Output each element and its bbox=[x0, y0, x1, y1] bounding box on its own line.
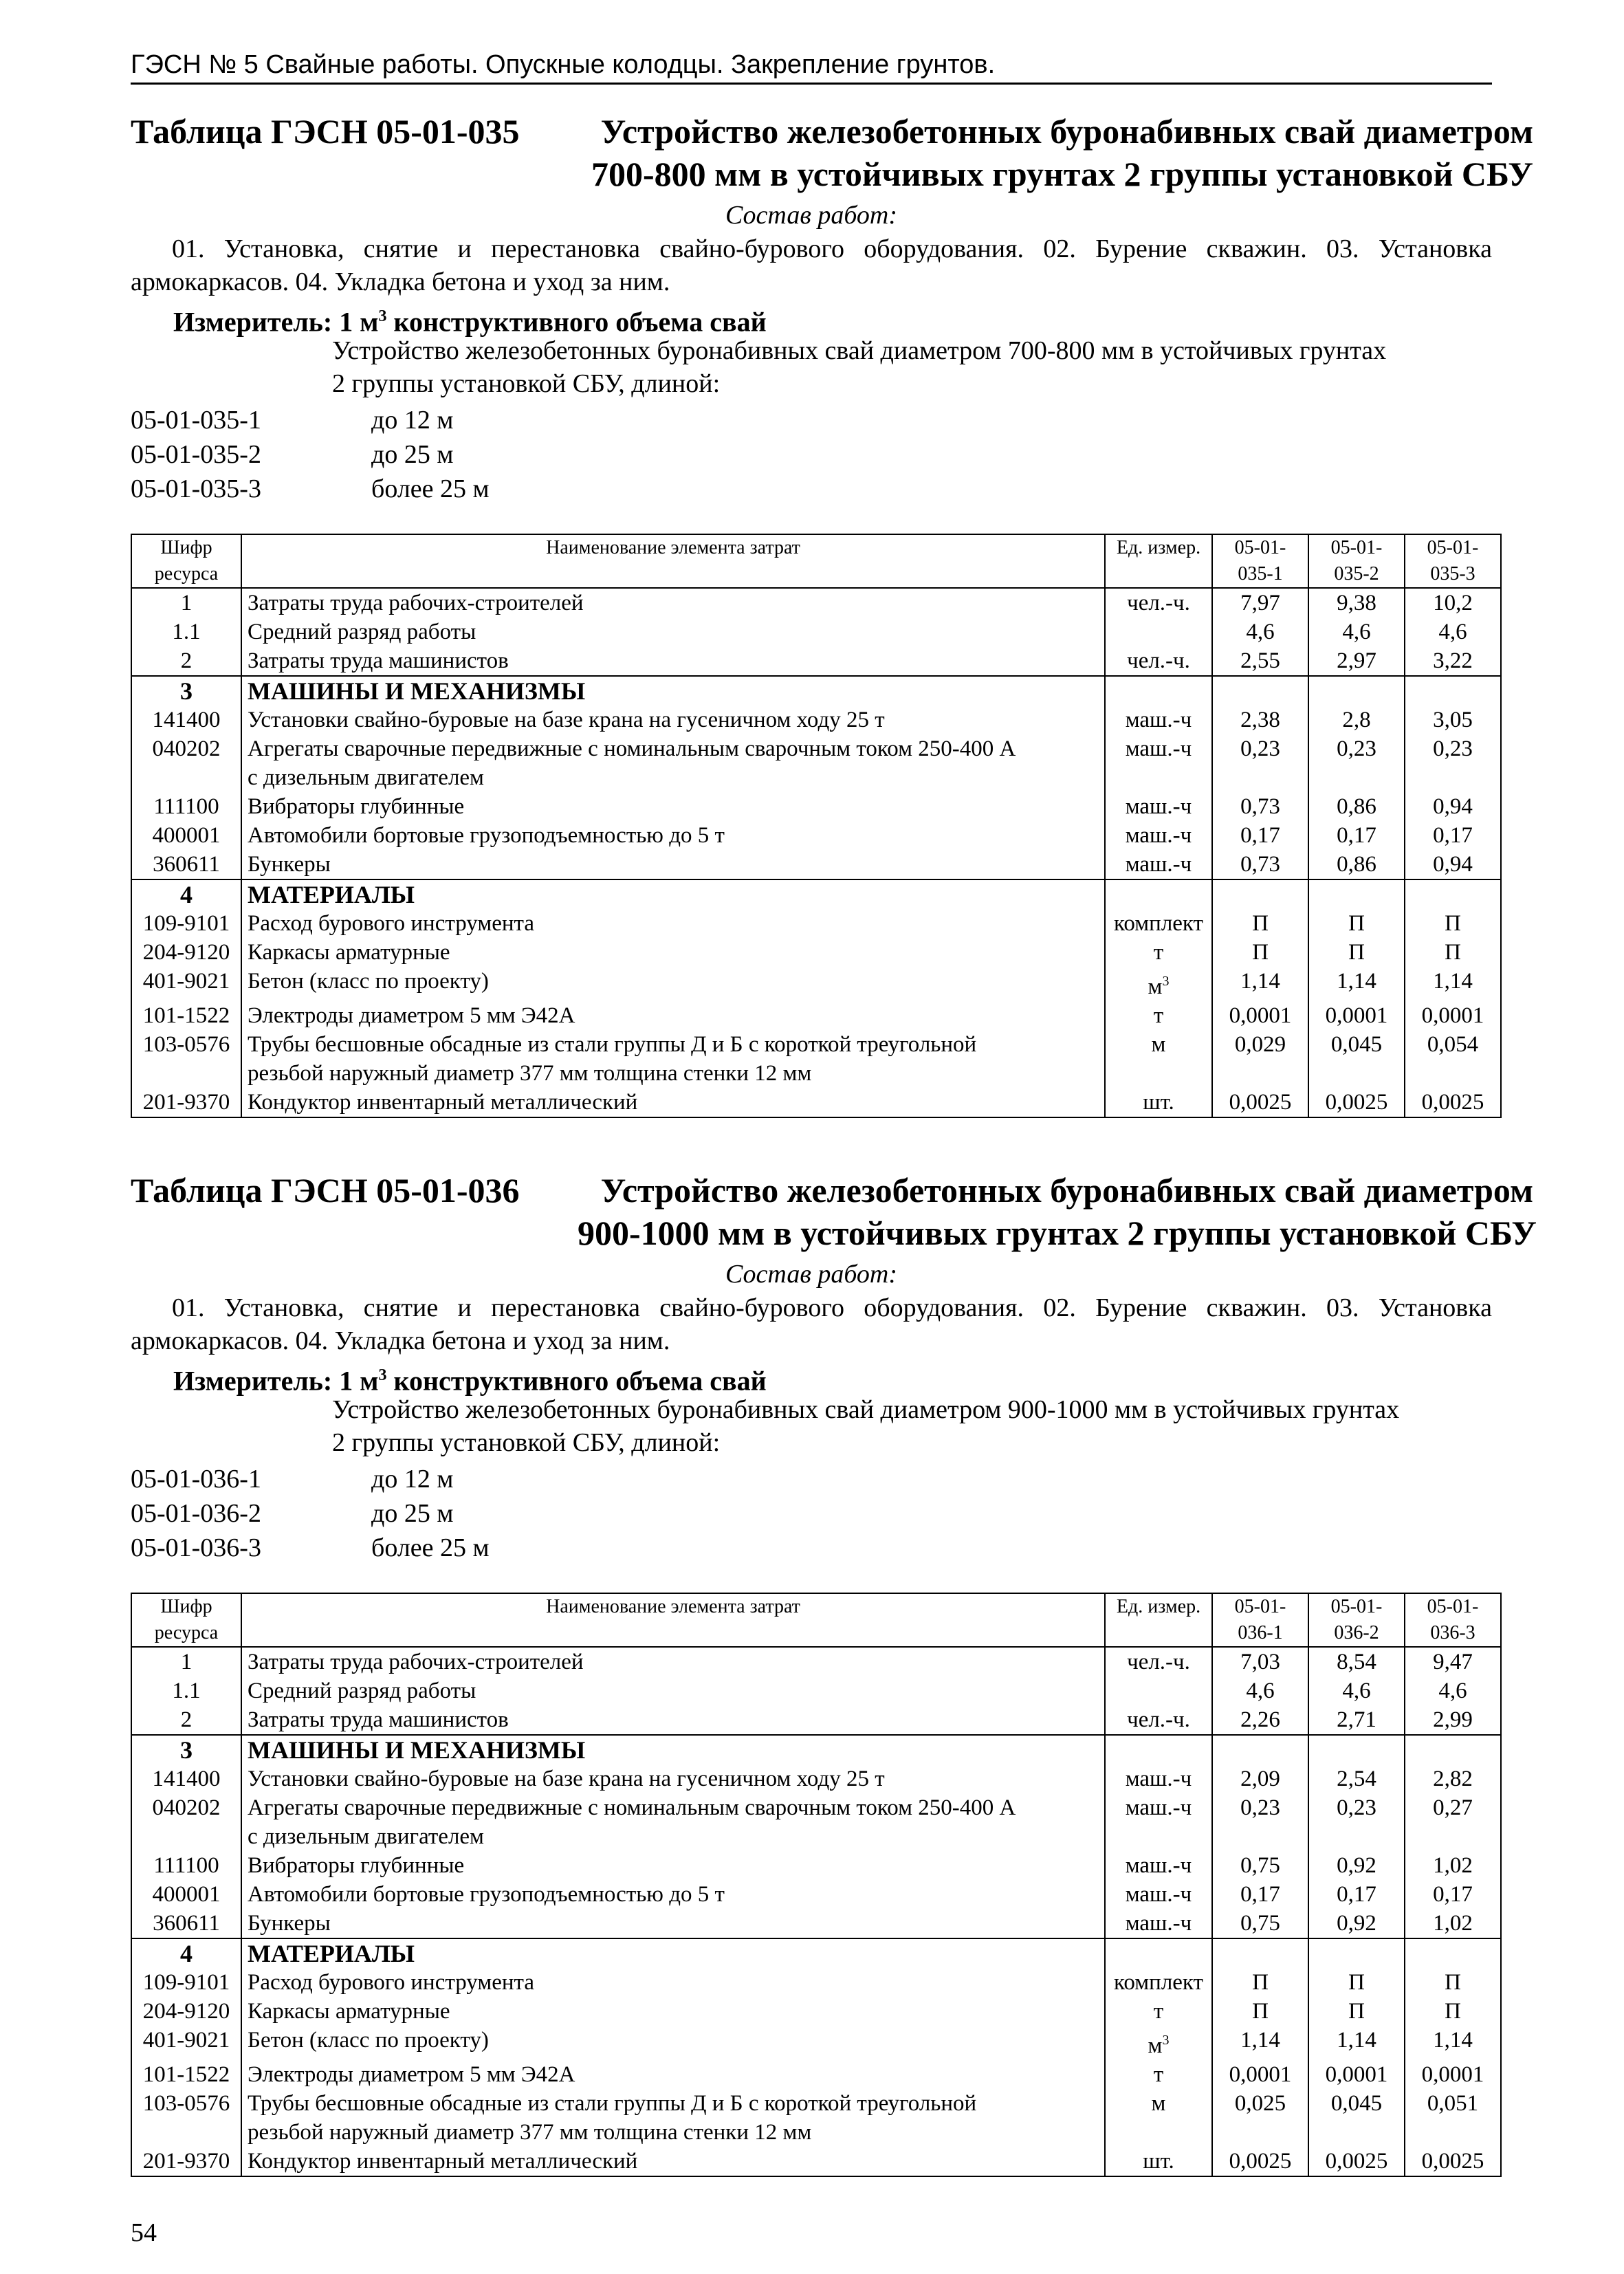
row-name: Установки свайно-буровые на базе крана на гусеничном ходу 25 т bbox=[241, 706, 1105, 734]
row-value: 1,02 bbox=[1405, 1851, 1501, 1880]
row-value: 10,2 bbox=[1405, 588, 1501, 617]
row-value: 3,22 bbox=[1405, 646, 1501, 676]
row-code: 201-9370 bbox=[131, 1088, 241, 1117]
table-row bbox=[131, 734, 1501, 792]
row-value: 0,23 bbox=[1212, 734, 1308, 792]
row-value: 0,0025 bbox=[1308, 1088, 1405, 1117]
row-value: П bbox=[1405, 938, 1501, 967]
table-row bbox=[131, 850, 1501, 879]
table-row bbox=[131, 879, 1501, 909]
running-header: ГЭСН № 5 Свайные работы. Опускные колодцы. Закрепление грунтов. bbox=[131, 48, 1492, 85]
table-row bbox=[131, 821, 1501, 850]
page-number: 54 bbox=[131, 2218, 157, 2247]
table-header-row bbox=[131, 1593, 1501, 1647]
row-value: П bbox=[1308, 1968, 1405, 1997]
row-unit: маш.-ч bbox=[1105, 1851, 1212, 1880]
row-code: 2 bbox=[131, 646, 241, 676]
row-value: 7,03 bbox=[1212, 1647, 1308, 1676]
row-value: 1,14 bbox=[1212, 967, 1308, 1001]
row-code: 401-9021 bbox=[131, 2026, 241, 2060]
row-code: 3 bbox=[131, 676, 241, 706]
row-value: 0,17 bbox=[1308, 821, 1405, 850]
row-code: 040202 bbox=[131, 1793, 241, 1851]
row-unit bbox=[1105, 879, 1212, 909]
table-row bbox=[131, 1676, 1501, 1705]
row-code: 040202 bbox=[131, 734, 241, 792]
row-unit: $м^3$ bbox=[1105, 967, 1212, 1001]
table-heading: Устройство железобетонных буронабивных свай диаметром 700-800 мм в устойчивых грунтах 2 группы установкой СБУ bbox=[591, 112, 1533, 193]
row-value: 0,23 bbox=[1212, 1793, 1308, 1851]
row-value: 4,6 bbox=[1212, 617, 1308, 646]
row-unit: маш.-ч bbox=[1105, 792, 1212, 821]
row-unit: комплект bbox=[1105, 909, 1212, 938]
row-value: П bbox=[1308, 938, 1405, 967]
row-value bbox=[1308, 676, 1405, 706]
table-row bbox=[131, 646, 1501, 676]
row-code: 204-9120 bbox=[131, 938, 241, 967]
col-header-unit: Ед. измер. bbox=[1105, 1593, 1212, 1647]
row-code: 1.1 bbox=[131, 1676, 241, 1705]
row-name: Затраты труда машинистов bbox=[241, 1705, 1105, 1735]
row-value: 0,0025 bbox=[1212, 2147, 1308, 2176]
row-value: 0,75 bbox=[1212, 1909, 1308, 1938]
row-value: 0,17 bbox=[1212, 1880, 1308, 1909]
row-unit: маш.-ч bbox=[1105, 1793, 1212, 1851]
row-name: Бункеры bbox=[241, 850, 1105, 879]
row-value: 0,86 bbox=[1308, 792, 1405, 821]
row-name: Агрегаты сварочные передвижные с номинальным сварочным током 250-400 А с дизельным двигателем bbox=[241, 734, 1105, 792]
table-row bbox=[131, 909, 1501, 938]
row-name: Агрегаты сварочные передвижные с номинальным сварочным током 250-400 А с дизельным двигателем bbox=[241, 1793, 1105, 1851]
col-header-variant: 05-01- 035-1 bbox=[1212, 534, 1308, 588]
row-unit: шт. bbox=[1105, 2147, 1212, 2176]
col-header-unit: Ед. измер. bbox=[1105, 534, 1212, 588]
row-name: Установки свайно-буровые на базе крана на гусеничном ходу 25 т bbox=[241, 1764, 1105, 1793]
row-value: 2,54 bbox=[1308, 1764, 1405, 1793]
row-unit: маш.-ч bbox=[1105, 734, 1212, 792]
row-value: 0,0001 bbox=[1405, 2060, 1501, 2089]
row-value: 2,38 bbox=[1212, 706, 1308, 734]
row-value: 3,05 bbox=[1405, 706, 1501, 734]
row-value: 0,0001 bbox=[1308, 1001, 1405, 1030]
row-code: 141400 bbox=[131, 1764, 241, 1793]
table-row bbox=[131, 1968, 1501, 1997]
row-value: 4,6 bbox=[1308, 1676, 1405, 1705]
table-row bbox=[131, 1880, 1501, 1909]
row-code: 103-0576 bbox=[131, 1030, 241, 1088]
row-name: МАШИНЫ И МЕХАНИЗМЫ bbox=[241, 1735, 1105, 1764]
row-value: 0,029 bbox=[1212, 1030, 1308, 1088]
row-value: 2,97 bbox=[1308, 646, 1405, 676]
table-row bbox=[131, 1909, 1501, 1938]
table-row bbox=[131, 588, 1501, 617]
row-unit bbox=[1105, 617, 1212, 646]
row-value: 1,14 bbox=[1212, 2026, 1308, 2060]
row-name: Вибраторы глубинные bbox=[241, 1851, 1105, 1880]
row-value: 4,6 bbox=[1308, 617, 1405, 646]
row-value: 0,94 bbox=[1405, 792, 1501, 821]
row-name: МАШИНЫ И МЕХАНИЗМЫ bbox=[241, 676, 1105, 706]
row-unit: чел.-ч. bbox=[1105, 1705, 1212, 1735]
row-unit bbox=[1105, 1676, 1212, 1705]
row-value: 0,0025 bbox=[1405, 1088, 1501, 1117]
row-name: Средний разряд работы bbox=[241, 617, 1105, 646]
row-value: 2,82 bbox=[1405, 1764, 1501, 1793]
row-code: 360611 bbox=[131, 850, 241, 879]
row-value: 0,17 bbox=[1308, 1880, 1405, 1909]
row-value: 0,0001 bbox=[1308, 2060, 1405, 2089]
row-value: 4,6 bbox=[1405, 617, 1501, 646]
table-row bbox=[131, 2147, 1501, 2176]
row-unit: чел.-ч. bbox=[1105, 646, 1212, 676]
row-code: 1 bbox=[131, 1647, 241, 1676]
works-heading: Состав работ: bbox=[725, 1260, 898, 1289]
row-code: 201-9370 bbox=[131, 2147, 241, 2176]
row-value: 0,0025 bbox=[1212, 1088, 1308, 1117]
row-value: 0,0001 bbox=[1212, 2060, 1308, 2089]
row-value: П bbox=[1405, 1968, 1501, 1997]
row-value: 0,0001 bbox=[1405, 1001, 1501, 1030]
row-value bbox=[1212, 1735, 1308, 1764]
row-value bbox=[1405, 1735, 1501, 1764]
row-value: 1,14 bbox=[1308, 967, 1405, 1001]
row-value: 0,045 bbox=[1308, 1030, 1405, 1088]
row-value: 0,27 bbox=[1405, 1793, 1501, 1851]
row-value: 0,17 bbox=[1212, 821, 1308, 850]
row-name: МАТЕРИАЛЫ bbox=[241, 879, 1105, 909]
row-value: 0,23 bbox=[1308, 734, 1405, 792]
row-unit bbox=[1105, 1735, 1212, 1764]
row-value: 4,6 bbox=[1212, 1676, 1308, 1705]
row-value bbox=[1212, 1938, 1308, 1968]
row-unit bbox=[1105, 1938, 1212, 1968]
row-name: Электроды диаметром 5 мм Э42А bbox=[241, 2060, 1105, 2089]
row-name: Бетон (класс по проекту) bbox=[241, 967, 1105, 1001]
row-name: Кондуктор инвентарный металлический bbox=[241, 1088, 1105, 1117]
row-unit: маш.-ч bbox=[1105, 1909, 1212, 1938]
row-unit: т bbox=[1105, 938, 1212, 967]
row-name: МАТЕРИАЛЫ bbox=[241, 1938, 1105, 1968]
row-code: 141400 bbox=[131, 706, 241, 734]
row-code: 360611 bbox=[131, 1909, 241, 1938]
row-name: Автомобили бортовые грузоподъемностью до 5 т bbox=[241, 821, 1105, 850]
row-value: 0,0025 bbox=[1308, 2147, 1405, 2176]
row-value: 0,75 bbox=[1212, 1851, 1308, 1880]
table-row bbox=[131, 938, 1501, 967]
row-value: 1,02 bbox=[1405, 1909, 1501, 1938]
row-code: 400001 bbox=[131, 821, 241, 850]
table-row bbox=[131, 1793, 1501, 1851]
row-value bbox=[1405, 1938, 1501, 1968]
row-value: П bbox=[1212, 1968, 1308, 1997]
row-value bbox=[1405, 879, 1501, 909]
table-row bbox=[131, 1705, 1501, 1735]
row-value bbox=[1212, 879, 1308, 909]
row-unit: комплект bbox=[1105, 1968, 1212, 1997]
row-code: 109-9101 bbox=[131, 909, 241, 938]
row-code: 1 bbox=[131, 588, 241, 617]
row-value: 0,0025 bbox=[1405, 2147, 1501, 2176]
row-value bbox=[1212, 676, 1308, 706]
row-name: Каркасы арматурные bbox=[241, 938, 1105, 967]
works-text: 01. Установка, снятие и перестановка свайно-бурового оборудования. 02. Бурение скважин. 03. Установка армокаркасов. 04. Укладка бетона и уход за ним. bbox=[131, 234, 1492, 296]
row-value: П bbox=[1212, 938, 1308, 967]
row-unit: м bbox=[1105, 2089, 1212, 2147]
row-value: 7,97 bbox=[1212, 588, 1308, 617]
cost-table bbox=[131, 1593, 1502, 2177]
row-value: 2,99 bbox=[1405, 1705, 1501, 1735]
row-name: Вибраторы глубинные bbox=[241, 792, 1105, 821]
row-value: 8,54 bbox=[1308, 1647, 1405, 1676]
row-unit: чел.-ч. bbox=[1105, 588, 1212, 617]
row-value: 2,55 bbox=[1212, 646, 1308, 676]
row-code: 2 bbox=[131, 1705, 241, 1735]
row-value: 1,14 bbox=[1405, 2026, 1501, 2060]
row-value: П bbox=[1212, 1997, 1308, 2026]
table-row bbox=[131, 1088, 1501, 1117]
row-name: Кондуктор инвентарный металлический bbox=[241, 2147, 1105, 2176]
row-value: 2,8 bbox=[1308, 706, 1405, 734]
col-header-code: Шифр ресурса bbox=[131, 534, 241, 588]
row-name: Бетон (класс по проекту) bbox=[241, 2026, 1105, 2060]
row-value: 0,23 bbox=[1405, 734, 1501, 792]
row-name: Электроды диаметром 5 мм Э42А bbox=[241, 1001, 1105, 1030]
row-value: 0,92 bbox=[1308, 1851, 1405, 1880]
row-code: 111100 bbox=[131, 1851, 241, 1880]
row-value: 0,025 bbox=[1212, 2089, 1308, 2147]
row-value: 0,051 bbox=[1405, 2089, 1501, 2147]
table-code: Таблица ГЭСН 05-01-035 bbox=[131, 112, 520, 151]
row-value: П bbox=[1308, 1997, 1405, 2026]
table-row bbox=[131, 1938, 1501, 1968]
table-row bbox=[131, 1997, 1501, 2026]
row-unit: маш.-ч bbox=[1105, 706, 1212, 734]
row-value: 9,47 bbox=[1405, 1647, 1501, 1676]
col-header-variant: 05-01- 036-1 bbox=[1212, 1593, 1308, 1647]
row-code: 3 bbox=[131, 1735, 241, 1764]
row-name: Автомобили бортовые грузоподъемностью до 5 т bbox=[241, 1880, 1105, 1909]
variant-description: Устройство железобетонных буронабивных свай диаметром 700-800 мм в устойчивых грунтах 2 группы установкой СБУ, длиной: bbox=[332, 336, 1387, 398]
table-row bbox=[131, 617, 1501, 646]
row-unit bbox=[1105, 676, 1212, 706]
row-value bbox=[1405, 676, 1501, 706]
row-value: 0,045 bbox=[1308, 2089, 1405, 2147]
meter-line: Измеритель: 1 $м^3$ конструктивного объема свай bbox=[173, 306, 767, 338]
row-name: Трубы бесшовные обсадные из стали группы Д и Б с короткой треугольной резьбой наружный диаметр 377 мм толщина стенки 12 мм bbox=[241, 1030, 1105, 1088]
row-unit: т bbox=[1105, 2060, 1212, 2089]
row-name: Затраты труда машинистов bbox=[241, 646, 1105, 676]
works-text: 01. Установка, снятие и перестановка свайно-бурового оборудования. 02. Бурение скважин. 03. Установка армокаркасов. 04. Укладка бетона и уход за ним. bbox=[131, 1293, 1492, 1355]
table-row bbox=[131, 1647, 1501, 1676]
row-value: 2,26 bbox=[1212, 1705, 1308, 1735]
table-row bbox=[131, 1851, 1501, 1880]
row-name: Бункеры bbox=[241, 1909, 1105, 1938]
row-code: 101-1522 bbox=[131, 2060, 241, 2089]
row-unit: м bbox=[1105, 1030, 1212, 1088]
row-name: Затраты труда рабочих-строителей bbox=[241, 588, 1105, 617]
row-value: 0,0001 bbox=[1212, 1001, 1308, 1030]
row-value: 2,09 bbox=[1212, 1764, 1308, 1793]
row-name: Средний разряд работы bbox=[241, 1676, 1105, 1705]
table-row bbox=[131, 676, 1501, 706]
row-value: 4,6 bbox=[1405, 1676, 1501, 1705]
table-code: Таблица ГЭСН 05-01-036 bbox=[131, 1171, 520, 1210]
col-header-variant: 05-01- 036-2 bbox=[1308, 1593, 1405, 1647]
col-header-variant: 05-01- 035-3 bbox=[1405, 534, 1501, 588]
table-row bbox=[131, 967, 1501, 1001]
table-row bbox=[131, 1764, 1501, 1793]
table-row bbox=[131, 706, 1501, 734]
row-unit: чел.-ч. bbox=[1105, 1647, 1212, 1676]
row-code: 101-1522 bbox=[131, 1001, 241, 1030]
row-name: Трубы бесшовные обсадные из стали группы Д и Б с короткой треугольной резьбой наружный диаметр 377 мм толщина стенки 12 мм bbox=[241, 2089, 1105, 2147]
row-value: 2,71 bbox=[1308, 1705, 1405, 1735]
row-code: 4 bbox=[131, 1938, 241, 1968]
row-name: Каркасы арматурные bbox=[241, 1997, 1105, 2026]
row-unit: маш.-ч bbox=[1105, 821, 1212, 850]
row-value: П bbox=[1308, 909, 1405, 938]
table-row bbox=[131, 2026, 1501, 2060]
row-code: 1.1 bbox=[131, 617, 241, 646]
row-code: 401-9021 bbox=[131, 967, 241, 1001]
col-header-name: Наименование элемента затрат bbox=[241, 534, 1105, 588]
row-unit: т bbox=[1105, 1997, 1212, 2026]
col-header-name: Наименование элемента затрат bbox=[241, 1593, 1105, 1647]
row-value bbox=[1308, 1735, 1405, 1764]
col-header-variant: 05-01- 035-2 bbox=[1308, 534, 1405, 588]
row-value: 0,73 bbox=[1212, 792, 1308, 821]
row-value bbox=[1308, 879, 1405, 909]
row-code: 111100 bbox=[131, 792, 241, 821]
works-heading: Состав работ: bbox=[725, 201, 898, 230]
table-row bbox=[131, 792, 1501, 821]
row-unit: $м^3$ bbox=[1105, 2026, 1212, 2060]
row-value: 0,23 bbox=[1308, 1793, 1405, 1851]
row-value: 9,38 bbox=[1308, 588, 1405, 617]
row-code: 4 bbox=[131, 879, 241, 909]
row-value: 1,14 bbox=[1405, 967, 1501, 1001]
row-unit: шт. bbox=[1105, 1088, 1212, 1117]
row-code: 400001 bbox=[131, 1880, 241, 1909]
row-value: 0,17 bbox=[1405, 1880, 1501, 1909]
row-name: Затраты труда рабочих-строителей bbox=[241, 1647, 1105, 1676]
row-value: П bbox=[1212, 909, 1308, 938]
row-value: 1,14 bbox=[1308, 2026, 1405, 2060]
row-code: 204-9120 bbox=[131, 1997, 241, 2026]
row-value: П bbox=[1405, 909, 1501, 938]
row-value: 0,92 bbox=[1308, 1909, 1405, 1938]
meter-line: Измеритель: 1 $м^3$ конструктивного объема свай bbox=[173, 1365, 767, 1397]
row-unit: маш.-ч bbox=[1105, 850, 1212, 879]
row-code: 103-0576 bbox=[131, 2089, 241, 2147]
table-row bbox=[131, 2060, 1501, 2089]
row-name: Расход бурового инструмента bbox=[241, 1968, 1105, 1997]
cost-table bbox=[131, 534, 1502, 1118]
row-unit: т bbox=[1105, 1001, 1212, 1030]
row-unit: маш.-ч bbox=[1105, 1764, 1212, 1793]
table-header-row bbox=[131, 534, 1501, 588]
row-value: П bbox=[1405, 1997, 1501, 2026]
col-header-code: Шифр ресурса bbox=[131, 1593, 241, 1647]
row-value: 0,94 bbox=[1405, 850, 1501, 879]
col-header-variant: 05-01- 036-3 bbox=[1405, 1593, 1501, 1647]
table-heading: Устройство железобетонных буронабивных свай диаметром 900-1000 мм в устойчивых грунтах 2 группы установкой СБУ bbox=[578, 1171, 1537, 1252]
row-value: 0,17 bbox=[1405, 821, 1501, 850]
table-row bbox=[131, 1735, 1501, 1764]
row-value: 0,86 bbox=[1308, 850, 1405, 879]
table-row bbox=[131, 1001, 1501, 1030]
row-unit: маш.-ч bbox=[1105, 1880, 1212, 1909]
row-name: Расход бурового инструмента bbox=[241, 909, 1105, 938]
variant-description: Устройство железобетонных буронабивных свай диаметром 900-1000 мм в устойчивых грунтах 2 группы установкой СБУ, длиной: bbox=[332, 1395, 1400, 1457]
row-code: 109-9101 bbox=[131, 1968, 241, 1997]
row-value: 0,054 bbox=[1405, 1030, 1501, 1088]
table-row bbox=[131, 1030, 1501, 1088]
row-value: 0,73 bbox=[1212, 850, 1308, 879]
table-row bbox=[131, 2089, 1501, 2147]
row-value bbox=[1308, 1938, 1405, 1968]
document-page: ГЭСН № 5 Свайные работы. Опускные колодцы. Закрепление грунтов. Таблица ГЭСН 05-01-035 Устройство железобетонных буронабивных свай диаметром 700-800 мм в устойчивых грунтах 2 группы установкой СБУ Состав работ: 01. Установка, снятие и перестановка свайно-бурового оборудования. 02. Бурение скважин. 03. Установка армокаркасов. 04. Укладка бетона и уход за ним. Измеритель: 1 $м^3$ конструктивного объема свай Устройство железобетонных буронабивных свай диаметром 700-800 мм в устойчивых грунтах 2 группы установкой СБУ, длиной: 05-01-035-1 до 12 м 05-01-035-2 до 25 м 05-01-035-3 более 25 м Шифр ресурса Наименование элемента затрат Ед. измер. 05-01- 035-1 05-01- 035-2 05-01- 035-3 1 Затраты труда рабочих-строителей чел.-ч. 7,97 9,38 10,2 1.1 Средний разряд работы 4,6 4,6 4,6 2 Затраты труда машинистов чел.-ч. 2,55 2,97 3,22 3 МАШИНЫ И МЕХАНИЗМЫ 141400 Установки свайно-буровые на базе крана на гусеничном ходу 25 т маш.-ч 2,38 2,8 3,05 040202 Агрегаты сварочные передвижные с номинальным сварочным током 250-400 А с дизельным двигателем маш.-ч 0,23 0,23 0,23 111100 Вибраторы глубинные маш.-ч 0,73 0,86 0,94 400001 Автомобили бортовые грузоподъемностью до 5 т маш.-ч 0,17 0,17 0,17 360611 Бункеры маш.-ч 0,73 0,86 0,94 4 МАТЕРИАЛЫ 109-9101 Расход бурового инструмента комплект П П П 204-9120 Каркасы арматурные т П П П 401-9021 Бетон (класс по проекту) $м^3$ 1,14 1,14 1,14 101-1522 Электроды диаметром 5 мм Э42А т 0,0001 0,0001 0,0001 103-0576 Трубы бесшовные обсадные из стали группы Д и Б с короткой треугольной резьбой наружный диаметр 377 мм толщина стенки 12 мм м 0,029 0,045 0,054 201-9370 Кондуктор инвентарный металлический шт. 0,0025 0,0025 0,0025 Таблица ГЭСН 05-01-036 Устройство железобетонных буронабивных свай диаметром 900-1000 мм в устойчивых грунтах 2 группы установкой СБУ Состав работ: 01. Установка, снятие и перестановка свайно-бурового оборудования. 02. Бурение скважин. 03. Установка армокаркасов. 04. Укладка бетона и уход за ним. Измеритель: 1 $м^3$ конструктивного объема свай Устройство железобетонных буронабивных свай диаметром 900-1000 мм в устойчивых грунтах 2 группы установкой СБУ, длиной: 05-01-036-1 до 12 м 05-01-036-2 до 25 м 05-01-036-3 более 25 м Шифр ресурса Наименование элемента затрат Ед. измер. 05-01- 036-1 05-01- 036-2 05-01- 036-3 1 Затраты труда рабочих-строителей чел.-ч. 7,03 8,54 9,47 1.1 Средний разряд работы 4,6 4,6 4,6 2 Затраты труда машинистов чел.-ч. 2,26 2,71 2,99 3 МАШИНЫ И МЕХАНИЗМЫ 141400 Установки свайно-буровые на базе крана на гусеничном ходу 25 т маш.-ч 2,09 2,54 2,82 040202 Агрегаты сварочные передвижные с номинальным сварочным током 250-400 А с дизельным двигателем маш.-ч 0,23 0,23 0,27 111100 Вибраторы глубинные маш.-ч 0,75 0,92 1,02 400001 Автомобили бортовые грузоподъемностью до 5 т маш.-ч 0,17 0,17 0,17 360611 Бункеры маш.-ч 0,75 0,92 1,02 4 МАТЕРИАЛЫ 109-9101 Расход бурового инструмента комплект П П П 204-9120 Каркасы арматурные т П П П 401-9021 Бетон (класс по проекту) $м^3$ 1,14 1,14 1,14 101-1522 Электроды диаметром 5 мм Э42А т 0,0001 0,0001 0,0001 103-0576 Трубы бесшовные обсадные из стали группы Д и Б с короткой треугольной резьбой наружный диаметр 377 мм толщина стенки 12 мм м 0,025 0,045 0,051 201-9370 Кондуктор инвентарный металлический шт. 0,0025 0,0025 0,0025 54 bbox=[0, 0, 1624, 2274]
